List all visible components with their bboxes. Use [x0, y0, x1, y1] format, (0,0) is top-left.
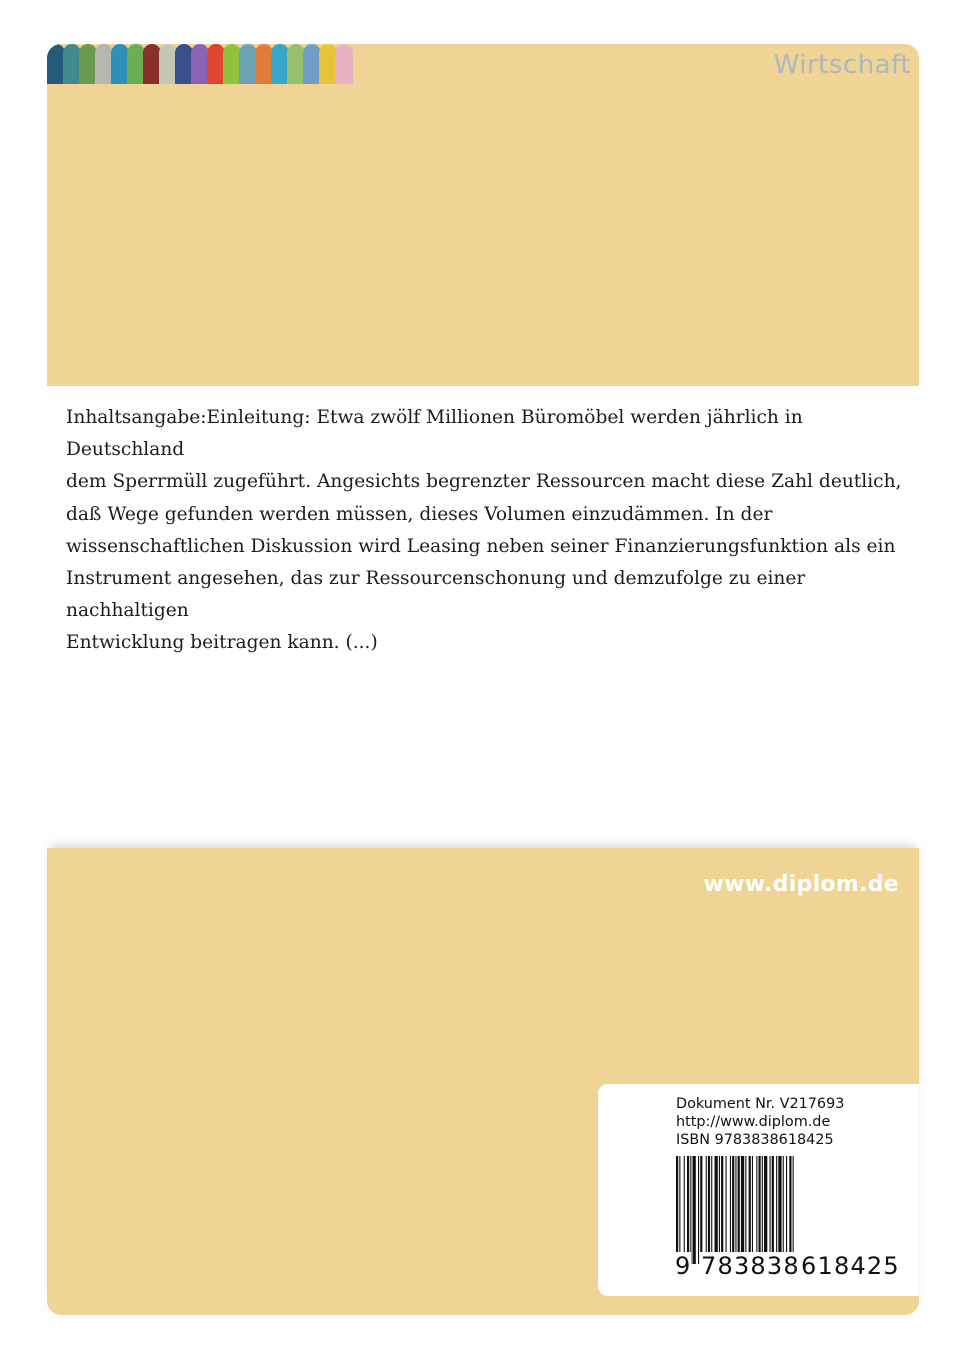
barcode-bar: [732, 1156, 734, 1264]
document-number: Dokument Nr. V217693: [676, 1096, 845, 1112]
barcode-box: [598, 1084, 919, 1296]
barcode-bar: [698, 1156, 699, 1264]
cover-top-panel: [47, 44, 919, 386]
barcode-bar: [749, 1156, 751, 1264]
barcode-bar: [764, 1156, 767, 1264]
barcode-bar: [684, 1156, 685, 1264]
barcode-bar: [730, 1156, 731, 1264]
barcode-bar: [752, 1156, 753, 1264]
barcode-bar: [789, 1156, 791, 1264]
barcode-bar: [715, 1156, 718, 1264]
barcode-digit-lead: 9: [675, 1252, 691, 1280]
barcode-bar: [679, 1156, 680, 1264]
barcode-bar: [700, 1156, 702, 1264]
barcode-bar: [745, 1156, 746, 1264]
barcode-bar: [735, 1156, 736, 1264]
barcode-bar: [762, 1156, 763, 1264]
color-tab-strip: [47, 44, 351, 84]
book-abstract: Inhaltsangabe:Einleitung: Etwa zwölf Millionen Büromöbel werden jährlich in Deutschland dem Sperrmüll zugeführt. Angesichts begrenzter Ressourcen macht diese Zahl deutlich, daß Wege gefunden werden müssen, dieses Volumen einzudämmen. In der wissenschaftlichen Diskussion wird Leasing neben seiner Finanzierungsfunktion als ein Instrument angesehen, das zur Ressourcenschonung und demzufolge zu einer nachhaltigen Entwicklung beitragen kann. (...): [66, 407, 902, 654]
barcode-bar: [676, 1156, 678, 1264]
barcode-bar: [711, 1156, 712, 1264]
barcode-bar: [738, 1156, 740, 1264]
barcode-bar: [770, 1156, 771, 1264]
color-tab-stripe: [335, 44, 353, 84]
barcode-digits-left: 783838: [701, 1252, 800, 1280]
barcode-bar: [756, 1156, 757, 1264]
cover-bottom-panel: [47, 848, 919, 1315]
barcode-bar: [726, 1156, 727, 1264]
barcode-bar: [778, 1156, 781, 1264]
barcode-bar: [693, 1156, 696, 1264]
barcode-bar: [741, 1156, 744, 1264]
barcode-bar: [687, 1156, 689, 1264]
barcode-bar: [783, 1156, 784, 1264]
barcode-digits-right: 618425: [801, 1252, 900, 1280]
barcode-bar: [759, 1156, 761, 1264]
barcode-digits: [676, 1252, 902, 1282]
isbn-barcode: [676, 1156, 896, 1264]
barcode-bar: [793, 1156, 794, 1264]
document-url: http://www.diplom.de: [676, 1114, 831, 1130]
barcode-bar: [721, 1156, 723, 1264]
barcode-bar: [708, 1156, 710, 1264]
barcode-bar: [786, 1156, 787, 1264]
isbn-line: ISBN 9783838618425: [676, 1132, 834, 1148]
category-label: Wirtschaft: [773, 50, 911, 80]
barcode-bar: [772, 1156, 774, 1264]
publisher-url[interactable]: www.diplom.de: [703, 872, 899, 897]
barcode-bar: [719, 1156, 720, 1264]
barcode-bar: [776, 1156, 777, 1264]
barcode-bar: [706, 1156, 707, 1264]
barcode-bar: [690, 1156, 691, 1264]
